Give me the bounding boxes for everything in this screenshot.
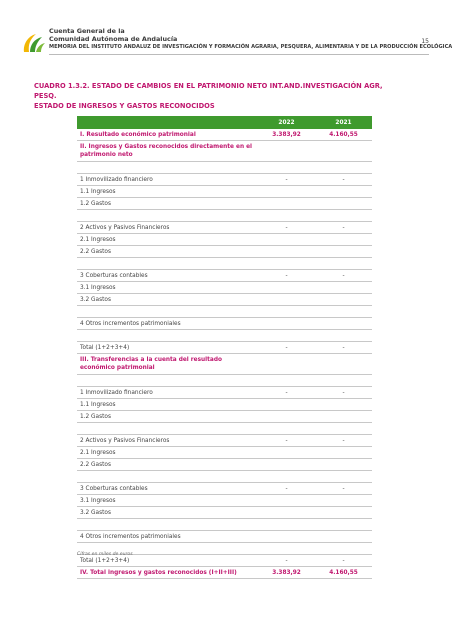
org-name <box>49 27 177 43</box>
table-row <box>77 246 372 258</box>
value-2022: - <box>285 485 288 492</box>
value-2022: - <box>285 176 288 183</box>
table-title-line-1: CUADRO 1.3.2. ESTADO DE CAMBIOS EN EL PATRIMONIO NETO INT.AND.INVESTIGACIÓN AGR, PESQ. <box>34 82 383 100</box>
value-2021: 4.160,55 <box>329 131 358 138</box>
table-row <box>77 294 372 306</box>
ingresos-gastos-table <box>77 116 372 579</box>
value-2022: - <box>285 437 288 444</box>
table-row <box>77 186 372 198</box>
table-row <box>77 222 372 234</box>
table-title <box>34 81 394 111</box>
table-row <box>77 258 372 270</box>
row-label: 1.2 Gastos <box>80 200 111 207</box>
row-label: 1.2 Gastos <box>80 413 111 420</box>
row-label: 2 Activos y Pasivos Financieros <box>80 224 170 231</box>
table-row <box>77 318 372 330</box>
value-2022: - <box>285 344 288 351</box>
table-row <box>77 519 372 531</box>
row-label: 1 Inmovilizado financiero <box>80 176 153 183</box>
value-2021: - <box>342 224 345 231</box>
value-2021: - <box>342 437 345 444</box>
table-row <box>77 399 372 411</box>
header-divider <box>49 54 429 55</box>
row-label: 2.2 Gastos <box>80 248 111 255</box>
row-label: Total (1+2+3+4) <box>80 557 130 564</box>
value-2022: 3.383,92 <box>272 569 301 576</box>
row-label: III. Transferencias a la cuenta del resultado económico patrimonial <box>80 357 222 371</box>
value-2021: - <box>342 272 345 279</box>
table-body <box>77 129 372 579</box>
row-label: 3 Coberturas contables <box>80 485 148 492</box>
table-row <box>77 342 372 354</box>
value-2022: - <box>285 389 288 396</box>
row-label: IV. Total ingresos y gastos reconocidos (I+II+III) <box>80 569 237 576</box>
table-row <box>77 270 372 282</box>
table-row <box>77 447 372 459</box>
table-row <box>77 531 372 543</box>
value-2022: - <box>285 224 288 231</box>
value-2021: - <box>342 176 345 183</box>
row-label: 1 Inmovilizado financiero <box>80 389 153 396</box>
value-2021: - <box>342 557 345 564</box>
page-number: 15 <box>421 38 429 45</box>
table-row <box>77 141 372 162</box>
row-label: II. Ingresos y Gastos reconocidos directamente en el patrimonio neto <box>80 144 253 158</box>
value-2021: - <box>342 344 345 351</box>
column-header-2022: 2022 <box>278 119 295 126</box>
row-label: 4 Otros incrementos patrimoniales <box>80 533 181 540</box>
table-row <box>77 507 372 519</box>
table-row <box>77 387 372 399</box>
table-row <box>77 471 372 483</box>
row-label: 2.2 Gastos <box>80 461 111 468</box>
table-row <box>77 459 372 471</box>
table-row <box>77 375 372 387</box>
table-row <box>77 282 372 294</box>
row-label: 2.1 Ingresos <box>80 449 116 456</box>
row-label: 3.1 Ingresos <box>80 497 116 504</box>
table-row <box>77 435 372 447</box>
value-2021: - <box>342 485 345 492</box>
value-2022: - <box>285 557 288 564</box>
org-name-line-1: Cuenta General de la <box>49 27 125 35</box>
row-label: 2.1 Ingresos <box>80 236 116 243</box>
row-label: 3.1 Ingresos <box>80 284 116 291</box>
value-2021: 4.160,55 <box>329 569 358 576</box>
table-row <box>77 495 372 507</box>
row-label: 1.1 Ingresos <box>80 401 116 408</box>
units-note: Cifras en miles de euros <box>77 552 133 557</box>
table-row <box>77 567 372 579</box>
table-header <box>77 116 372 129</box>
table-row <box>77 483 372 495</box>
memoria-heading: MEMORIA DEL INSTITUTO ANDALUZ DE INVESTIGACIÓN Y FORMACIÓN AGRARIA, PESQUERA, ALIMENTARIA Y DE LA PRODUCCIÓN ECOLÓGICA <box>49 44 452 50</box>
row-label: I. Resultado económico patrimonial <box>80 131 196 138</box>
table-row <box>77 162 372 174</box>
row-label: 3.2 Gastos <box>80 296 111 303</box>
table-row <box>77 129 372 141</box>
value-2022: 3.383,92 <box>272 131 301 138</box>
row-label: 1.1 Ingresos <box>80 188 116 195</box>
table-row <box>77 198 372 210</box>
column-header-2021: 2021 <box>335 119 352 126</box>
junta-andalucia-logo-icon <box>20 30 46 56</box>
table-row <box>77 330 372 342</box>
table-row <box>77 423 372 435</box>
value-2022: - <box>285 272 288 279</box>
table-row <box>77 411 372 423</box>
table-row <box>77 354 372 375</box>
row-label: 3.2 Gastos <box>80 509 111 516</box>
value-2021: - <box>342 389 345 396</box>
table-row <box>77 234 372 246</box>
row-label: 4 Otros incrementos patrimoniales <box>80 320 181 327</box>
row-label: 3 Coberturas contables <box>80 272 148 279</box>
row-label: 2 Activos y Pasivos Financieros <box>80 437 170 444</box>
table-row <box>77 306 372 318</box>
table-row <box>77 210 372 222</box>
row-label: Total (1+2+3+4) <box>80 344 130 351</box>
table-row <box>77 174 372 186</box>
table-title-line-2: ESTADO DE INGRESOS Y GASTOS RECONOCIDOS <box>34 102 215 110</box>
org-name-line-2: Comunidad Autónoma de Andalucía <box>49 35 178 43</box>
